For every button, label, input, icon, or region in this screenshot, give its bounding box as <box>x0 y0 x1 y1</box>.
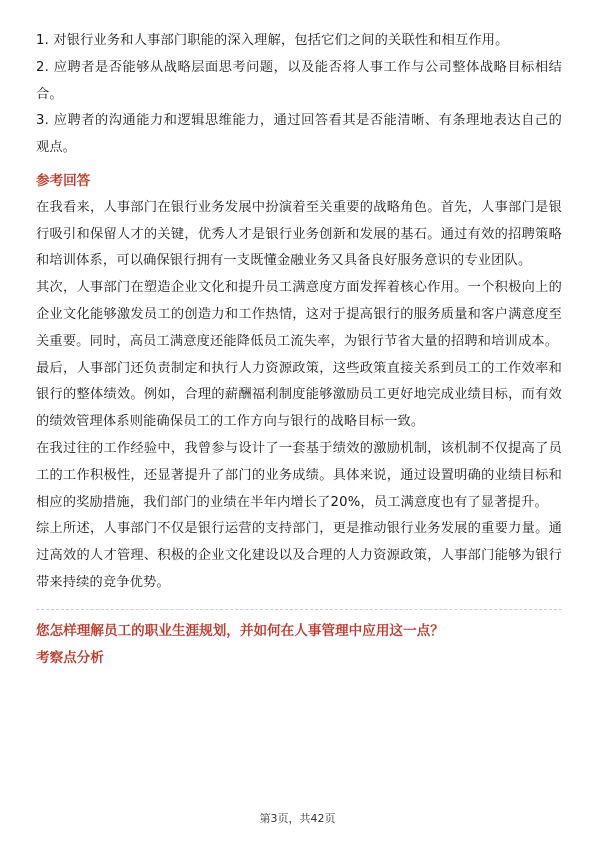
answer-paragraph: 综上所述，人事部门不仅是银行运营的支持部门，更是推动银行业务发展的重要力量。通过高效的人才管理、积极的企业文化建设以及合理的人力资源政策，人事部门能够为银行带来持续的竞争优势。 <box>36 521 562 590</box>
answer-heading: 参考回答 <box>36 172 91 189</box>
next-heading: 考察点分析 <box>36 649 104 666</box>
next-question: 您怎样理解员工的职业生涯规划，并如何在人事管理中应用这一点？ <box>36 622 444 639</box>
point-item: 1. 对银行业务和人事部门职能的深入理解，包括它们之间的关联性和相互作用。 <box>36 33 509 48</box>
point-item: 2. 应聘者是否能够从战略层面思考问题，以及能否将人事工作与公司整体战略目标相结合。 <box>36 59 562 102</box>
page-footer: 第3页，共42页 <box>259 812 336 825</box>
section-divider <box>36 609 562 610</box>
point-item: 3. 应聘者的沟通能力和逻辑思维能力，通过回答看其是否能清晰、有条理地表达自己的观点。 <box>36 113 562 156</box>
answer-paragraph: 最后，人事部门还负责制定和执行人力资源政策，这些政策直接关系到员工的工作效率和银行的整体绩效。例如，合理的薪酬福利制度能够激励员工更好地完成业绩目标，而有效的绩效管理体系则能确保员工的工作方向与银行的战略目标一致。 <box>36 360 562 430</box>
answer-paragraph: 其次，人事部门在塑造企业文化和提升员工满意度方面发挥着核心作用。一个积极向上的企业文化能够激发员工的创造力和工作热情，这对于提高银行的服务质量和客户满意度至关重要。同时，高员工满意度还能降低员工流失率，为银行节省大量的招聘和培训成本。 <box>36 280 562 349</box>
answer-paragraph: 在我看来，人事部门在银行业务发展中扮演着至关重要的战略角色。首先，人事部门是银行吸引和保留人才的关键，优秀人才是银行业务创新和发展的基石。通过有效的招聘策略和培训体系，可以确保银行拥有一支既懂金融业务又具备良好服务意识的专业团队。 <box>36 199 562 269</box>
page-content <box>36 28 562 671</box>
answer-paragraph: 在我过往的工作经验中，我曾参与设计了一套基于绩效的激励机制，该机制不仅提高了员工的工作积极性，还显著提升了部门的业务成绩。具体来说，通过设置明确的业绩目标和相应的奖励措施，我们部门的业绩在半年内增长了20%，员工满意度也有了显著提升。 <box>36 440 562 510</box>
